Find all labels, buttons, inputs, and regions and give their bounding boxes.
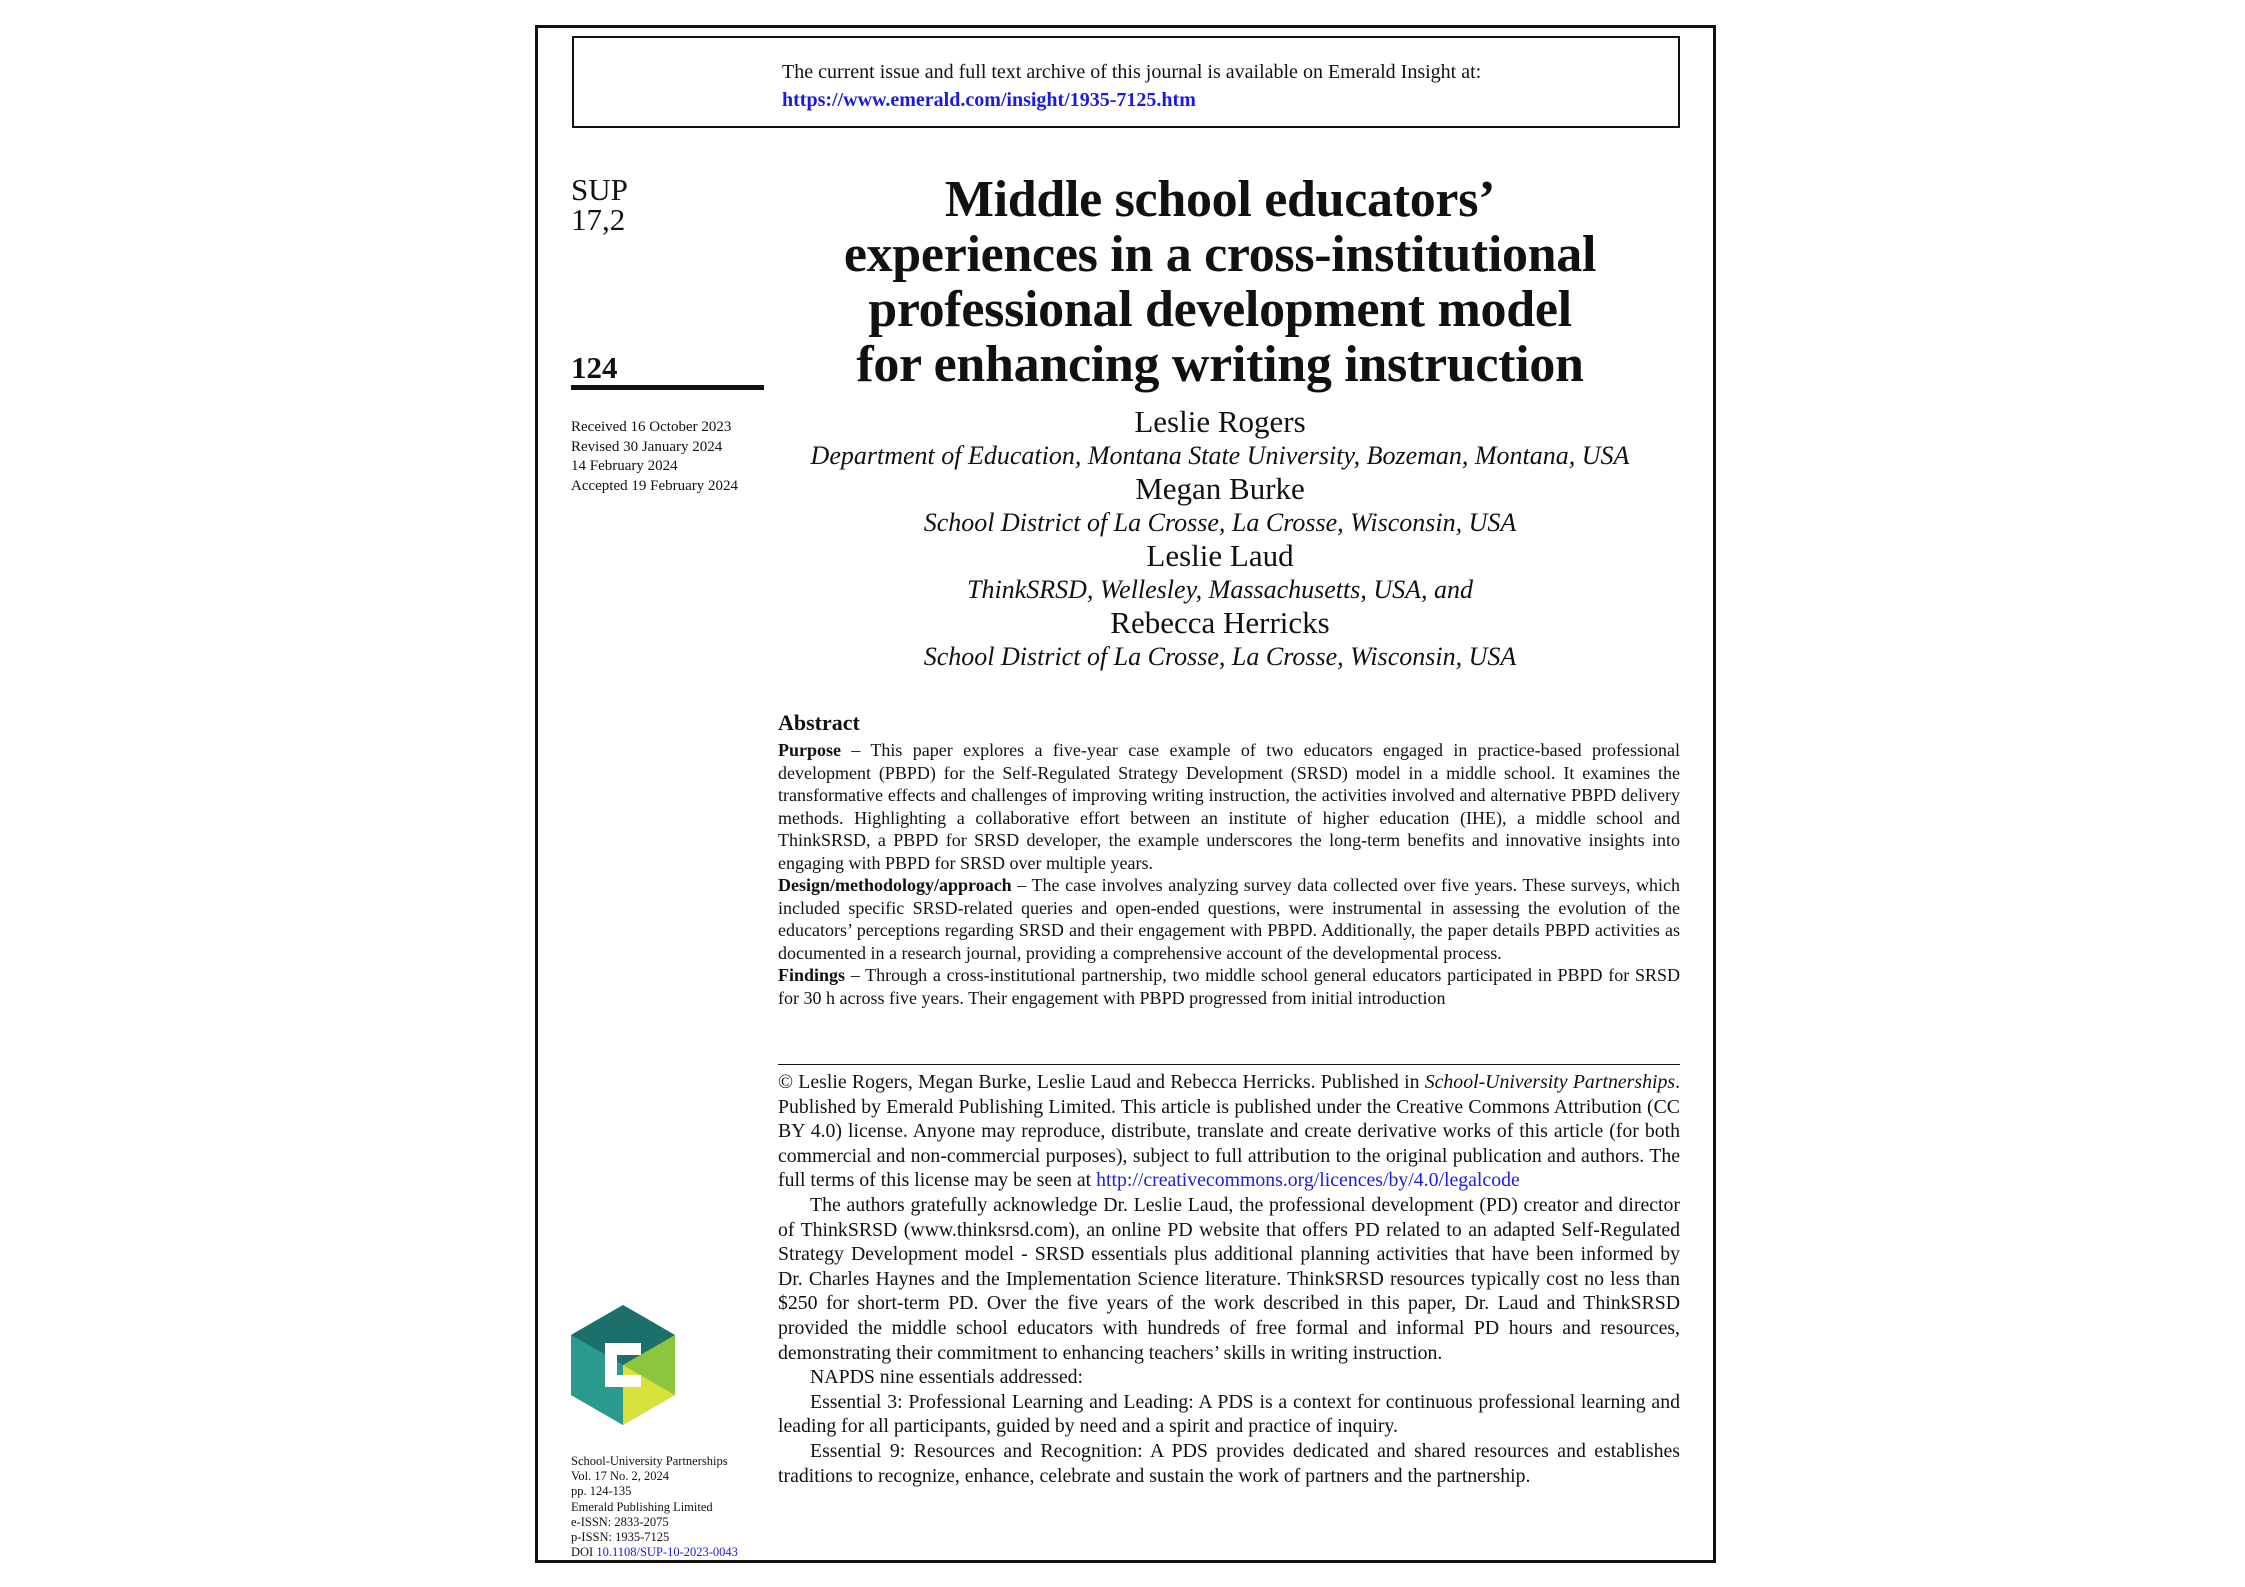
author-affiliation: School District of La Crosse, La Crosse, Wisconsin, USA [923,508,1517,537]
pub-pissn: p-ISSN: 1935-7125 [571,1530,670,1545]
essential-9: Essential 9: Resources and Recognition: A PDS provides dedicated and shared resources and establishes traditions to recognize, enhance, celebrate and sustain the work of partners and the partnership. [778,1439,1680,1487]
findings-label: Findings [778,965,846,985]
author-name: Leslie Laud [1146,538,1294,573]
napds-heading: NAPDS nine essentials addressed: [810,1366,1084,1389]
page-number-rule [571,385,764,390]
author-affiliation: School District of La Crosse, La Crosse, Wisconsin, USA [923,642,1517,671]
doi-link[interactable]: 10.1108/SUP-10-2023-0043 [596,1545,738,1560]
journal-abbrev: SUP [571,172,628,207]
volume-issue: 17,2 [571,202,626,237]
article-title [760,172,1680,392]
emerald-logo-icon [571,1305,675,1425]
article-dates [571,418,738,496]
copyright-post: . Published by Emerald Publishing Limited. This article is published under the Creative Commons Attribution (CC BY 4.0) license. Anyone may reproduce, distribute, translate and create derivative works of this article (for both commercial and non-commercial purposes), subject to full attribution to the original publication and authors. The full terms of this license may be seen at [778,1071,1681,1192]
pub-journal: School-University Partnerships [571,1454,728,1468]
journal-abbreviation [571,172,628,237]
abstract-heading: Abstract [778,710,860,735]
author-name: Megan Burke [1135,471,1305,506]
pub-pages: pp. 124-135 [571,1484,632,1499]
license-footnote [778,1070,1680,1488]
title-line: experiences in a cross-institutional [843,226,1597,283]
journal-url-link[interactable]: https://www.emerald.com/insight/1935-7125.htm [782,89,1196,111]
date-received: Received 16 October 2023 [571,419,732,435]
copyright-journal: School-University Partnerships [1424,1071,1676,1093]
title-line: for enhancing writing instruction [856,336,1584,393]
date-revised: Revised 30 January 2024 [571,438,723,455]
journal-access-notice [572,36,1680,128]
author-list [760,404,1680,672]
author-name: Rebecca Herricks [1110,605,1330,640]
page-number: 124 [571,350,618,385]
license-link[interactable]: http://creativecommons.org/licences/by/4.0/legalcode [1096,1169,1520,1192]
abstract-design [778,874,1680,964]
copyright-notice [778,1070,1680,1193]
abstract-findings [778,964,1680,1009]
purpose-label: Purpose [778,740,841,760]
design-label: Design/methodology/approach [778,875,1012,895]
title-line: Middle school educators’ [944,171,1496,228]
acknowledgment: The authors gratefully acknowledge Dr. Leslie Laud, the professional development (PD) creator and director of ThinkSRSD (www.thinksrsd.com), an online PD website that offers PD related to an adapted Self-Regulated Strategy Development model - SRSD essentials plus additional planning activities that have been informed by Dr. Charles Haynes and the Implementation Science literature. ThinkSRSD resources typically cost no less than $250 for short-term PD. Over the five years of the work described in this paper, Dr. Laud and ThinkSRSD provided the middle school educators with hundreds of free formal and informal PD hours and resources, demonstrating their commitment to enhancing teachers’ skills in writing instruction. [778,1193,1680,1364]
date-revised-2: 14 February 2024 [571,458,678,474]
date-accepted: Accepted 19 February 2024 [571,477,739,494]
essential-3: Essential 3: Professional Learning and Leading: A PDS is a context for continuous professional learning and leading for all participants, guided by need and a spirit and practice of inquiry. [778,1390,1680,1438]
purpose-text: – This paper explores a five-year case example of two educators engaged in practice-based professional development (PBPD) for the Self-Regulated Strategy Development (SRSD) model in a middle school. It examines the transformative effects and challenges of improving writing instruction, the activities involved and alternative PBPD delivery methods. Highlighting a collaborative effort between an institute of higher education (IHE), a middle school and ThinkSRSD, a PBPD for SRSD developer, the example underscores the long-term benefits and innovative insights into engaging with PBPD for SRSD over multiple years. [778,740,1680,873]
article-page [535,25,1716,1563]
author-affiliation: Department of Education, Montana State University, Bozeman, Montana, USA [810,441,1630,470]
author-name: Leslie Rogers [1134,404,1306,439]
pub-publisher: Emerald Publishing Limited [571,1499,713,1514]
findings-text: – Through a cross-institutional partnership, two middle school general educators participated in PBPD for SRSD for 30 h across five years. Their engagement with PBPD progressed from initial introduction [778,965,1680,1008]
author-affiliation: ThinkSRSD, Wellesley, Massachusetts, USA, and [967,575,1473,604]
pub-doi [571,1545,738,1560]
abstract-purpose [778,739,1680,874]
notice-text: The current issue and full text archive of this journal is available on Emerald Insight at: [782,61,1482,83]
pub-eissn: e-ISSN: 2833-2075 [571,1514,669,1529]
title-line: professional development model [868,281,1572,338]
copyright-pre: © Leslie Rogers, Megan Burke, Leslie Laud and Rebecca Herricks. Published in [778,1071,1425,1093]
doi-label: DOI [571,1545,594,1560]
abstract-section [778,709,1680,1009]
design-text: – The case involves analyzing survey data collected over five years. These surveys, which included specific SRSD-related queries and open-ended questions, were instrumental in assessing the evolution of the educators’ perceptions regarding SRSD and their engagement with PBPD. Additionally, the paper details PBPD activities as documented in a research journal, providing a comprehensive account of the developmental process. [778,875,1680,963]
publication-info [571,1454,738,1560]
pub-volume: Vol. 17 No. 2, 2024 [571,1469,670,1484]
footnote-divider [778,1064,1680,1065]
